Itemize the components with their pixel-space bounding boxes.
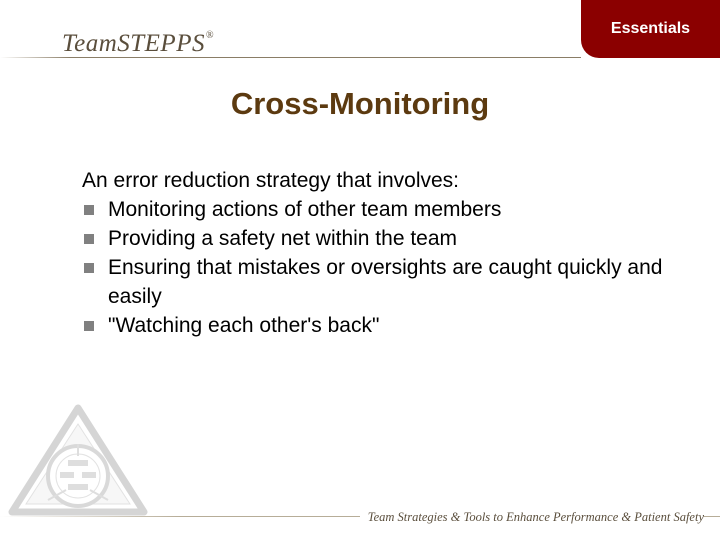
bullet-item <box>82 224 702 253</box>
bullet-item <box>82 195 702 224</box>
square-bullet-icon <box>84 234 94 244</box>
bullet-text: Monitoring actions of other team members <box>108 198 502 221</box>
bullet-text: "Watching each other's back" <box>108 314 380 337</box>
teamstepps-triangle-watermark <box>8 404 148 516</box>
registered-mark: ® <box>205 30 215 41</box>
logo-text: TeamSTEPPS <box>62 30 205 57</box>
badge-label: Essentials <box>610 20 691 37</box>
bullet-text: Providing a safety net within the team <box>108 227 458 250</box>
slide-title: Cross-Monitoring <box>230 86 490 121</box>
intro-text: An error reduction strategy that involves: <box>82 169 460 192</box>
teamstepps-logo <box>62 30 214 58</box>
square-bullet-icon <box>84 263 94 273</box>
bullet-text: Ensuring that mistakes or oversights are caught quickly and easily <box>108 256 663 308</box>
square-bullet-icon <box>84 205 94 215</box>
bullet-item <box>82 311 702 340</box>
slide-content <box>82 166 702 340</box>
essentials-badge <box>581 0 720 58</box>
bullet-list <box>82 195 702 340</box>
bullet-item <box>82 253 702 311</box>
square-bullet-icon <box>84 321 94 331</box>
header-divider <box>0 57 581 58</box>
footer-tagline: Team Strategies & Tools to Enhance Performance & Patient Safety <box>360 510 704 525</box>
